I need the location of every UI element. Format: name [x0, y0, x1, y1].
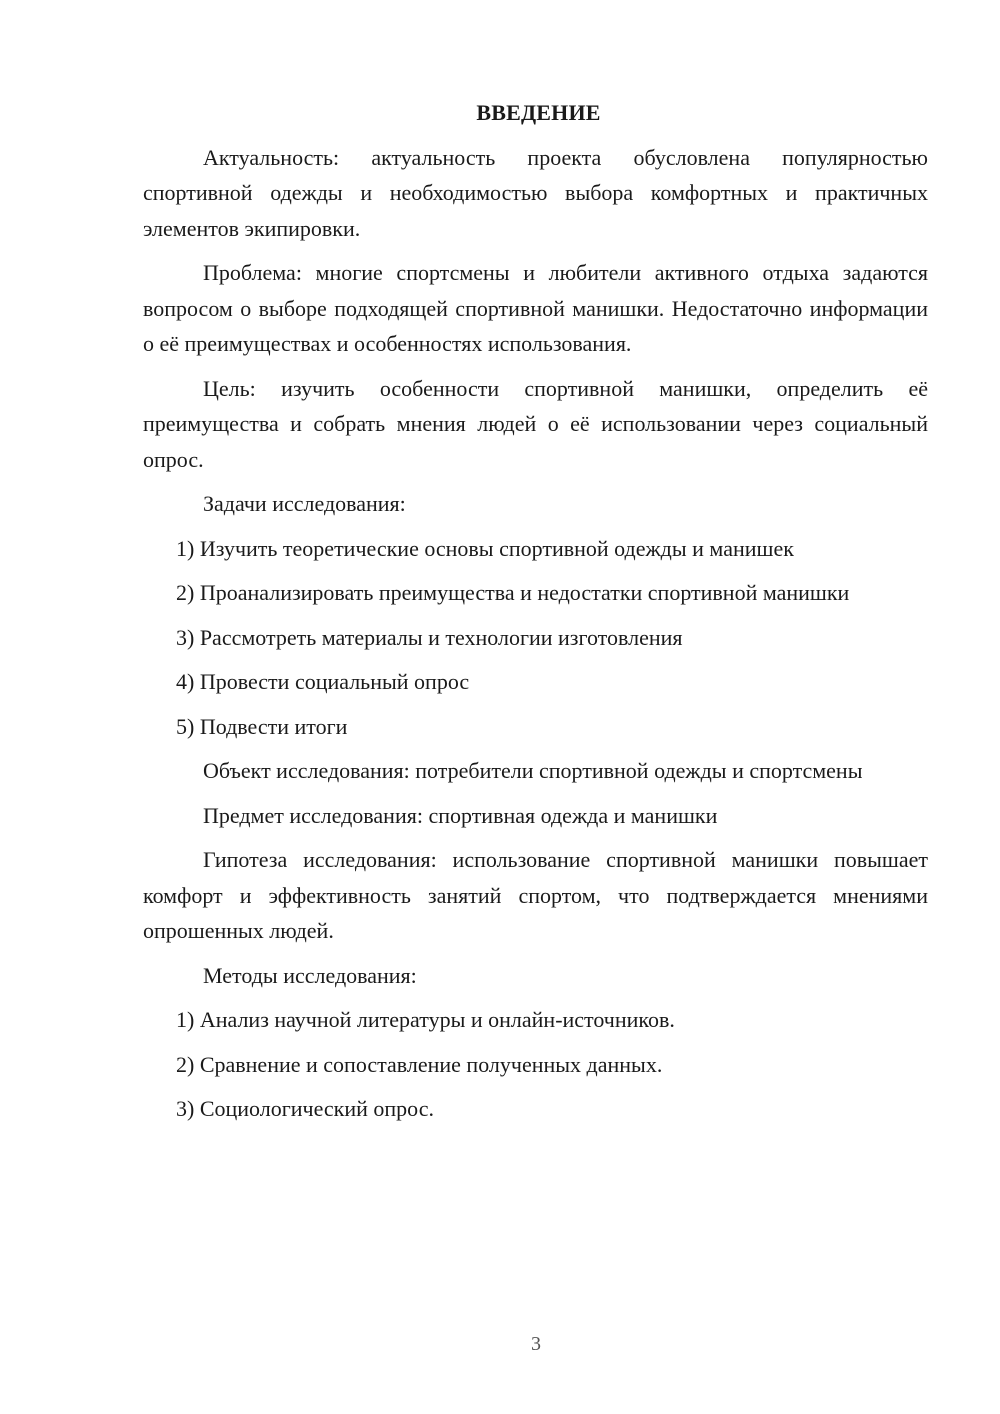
object-paragraph: Объект исследования: потребители спортивной одежды и спортсмены — [203, 758, 863, 783]
task-item-3: 3) Рассмотреть материалы и технологии изготовления — [176, 624, 683, 650]
goal-paragraph: Цель: изучить особенности спортивной манишки, определить её преимущества и собрать мнения людей о её использовании через социальный опрос. — [143, 375, 928, 472]
problem-paragraph: Проблема: многие спортсмены и любители активного отдыха задаются вопросом о выборе подходящей спортивной манишки. Недостаточно информации о её преимуществах и особенностях использования. — [143, 260, 928, 356]
page-number: 3 — [531, 1333, 541, 1355]
methods-heading: Методы исследования: — [203, 962, 417, 988]
task-item-2: 2) Проанализировать преимущества и недостатки спортивной манишки — [176, 580, 850, 605]
task-item-4: 4) Провести социальный опрос — [176, 669, 470, 694]
document-title: ВВЕДЕНИЕ — [476, 100, 601, 125]
method-item-1: 1) Анализ научной литературы и онлайн-источников. — [176, 1007, 675, 1032]
document-page — [143, 95, 928, 1136]
task-item-5: 5) Подвести итоги — [176, 713, 348, 739]
subject-paragraph: Предмет исследования: спортивная одежда и манишки — [203, 802, 718, 828]
relevance-paragraph: Актуальность: актуальность проекта обусловлена популярностью спортивной одежды и необходимостью выбора комфортных и практичных элементов экипировки. — [143, 144, 928, 241]
task-item-1: 1) Изучить теоретические основы спортивной одежды и манишек — [176, 535, 794, 561]
tasks-heading: Задачи исследования: — [203, 491, 406, 516]
method-item-3: 3) Социологический опрос. — [176, 1096, 434, 1121]
method-item-2: 2) Сравнение и сопоставление полученных данных. — [176, 1051, 663, 1077]
hypothesis-paragraph: Гипотеза исследования: использование спортивной манишки повышает комфорт и эффективность занятий спортом, что подтверждается мнениями опрошенных людей. — [143, 847, 928, 943]
